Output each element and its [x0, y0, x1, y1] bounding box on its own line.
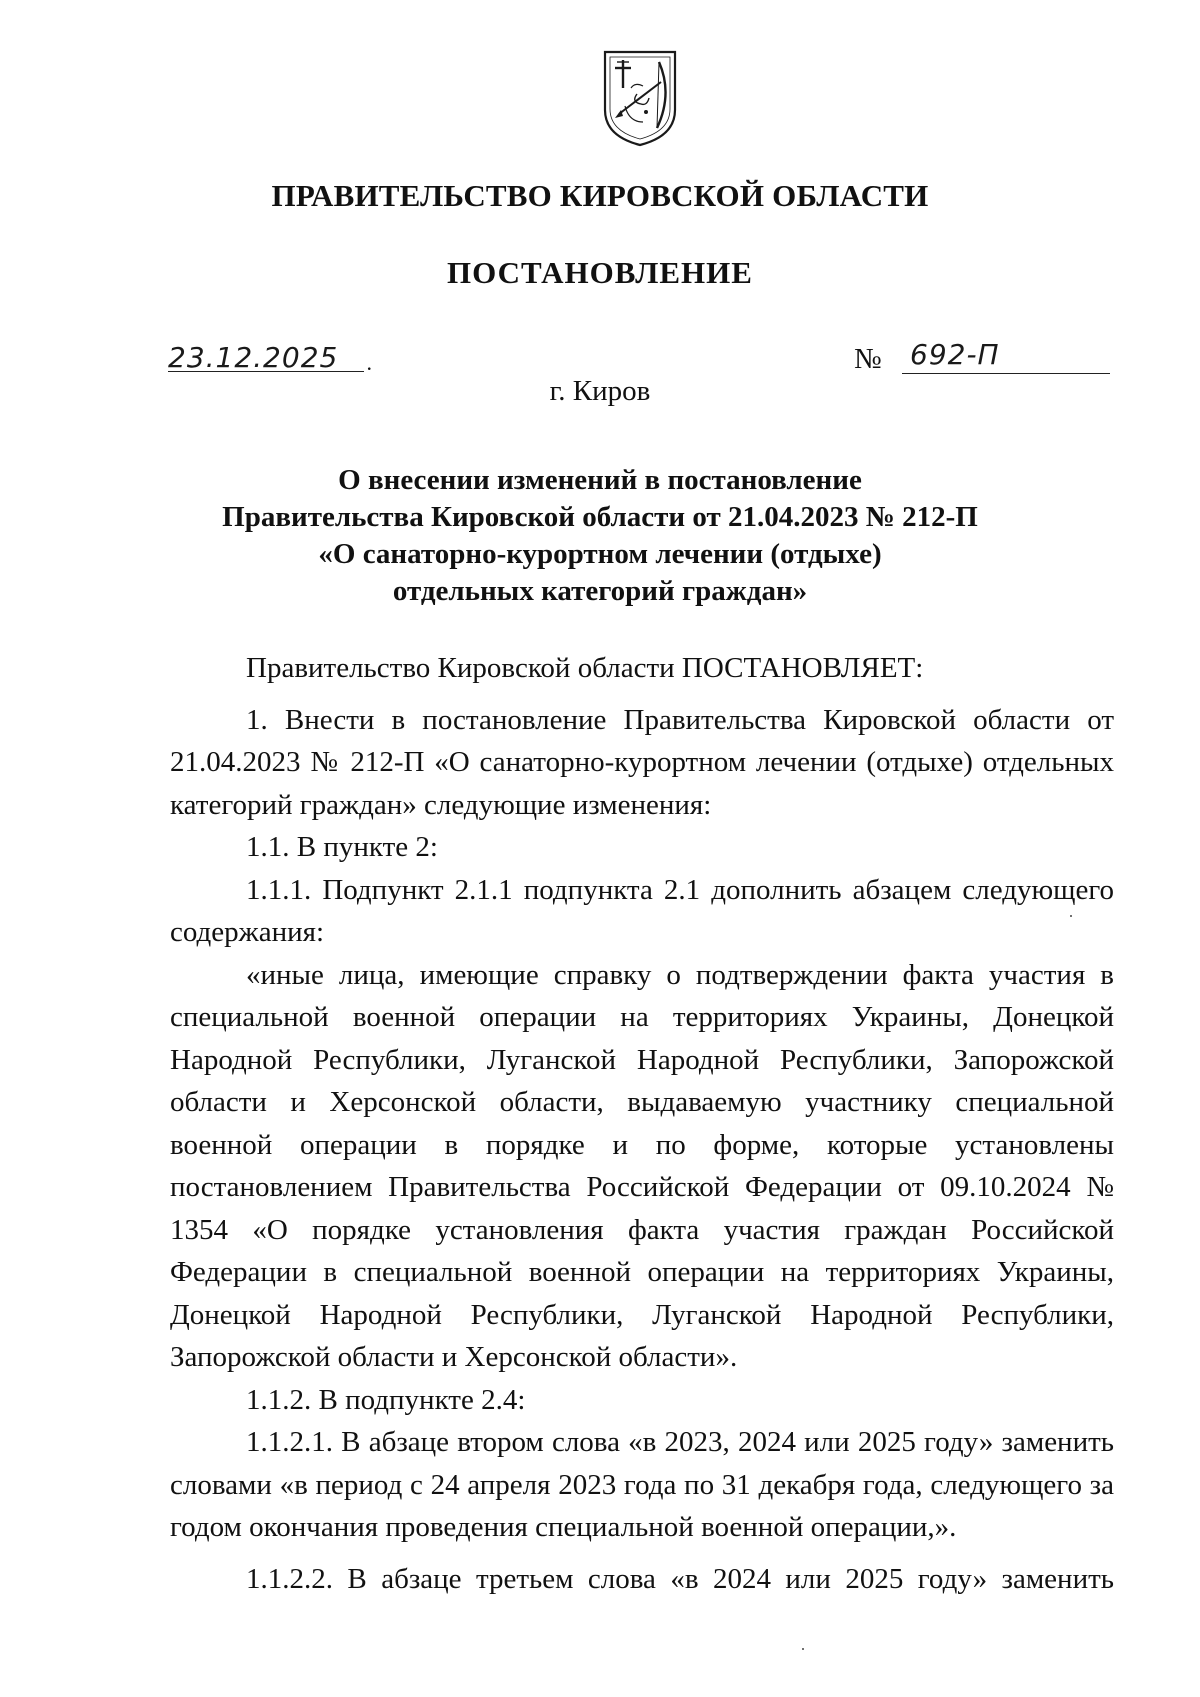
body-paragraph: 1.1. В пункте 2:	[246, 831, 438, 863]
body-paragraph: 1. Внести в постановление Правительства Кировской области от 21.04.2023 № 212-П «О санаторно-курортном лечении (отдыхе) отдельных категорий граждан» следующие изменения:	[170, 703, 1114, 821]
document-type: ПОСТАНОВЛЕНИЕ	[447, 255, 753, 290]
date-value: 23.12.2025	[168, 341, 339, 374]
body-paragraph: 1.1.2. В подпункте 2.4:	[246, 1383, 526, 1416]
document-date	[168, 340, 378, 380]
number-field	[902, 337, 1110, 374]
body-paragraph: 1.1.2.1. В абзаце втором слова «в 2023, 2024 или 2025 году» заменить словами «в период с 24 апреля 2023 года по 31 декабря года, следующего за годом окончания проведения специальной военной операции,».	[170, 1426, 1114, 1543]
document-title	[0, 462, 1200, 610]
coat-of-arms-icon	[601, 48, 679, 148]
number-value: 692-П	[910, 338, 1000, 371]
title-line: отдельных категорий граждан»	[392, 575, 808, 607]
title-line: Правительства Кировской области от 21.04.2023 № 212-П	[222, 501, 978, 533]
body-paragraph: 1.1.2.2. В абзаце третьем слова «в 2024 или 2025 году» заменить	[246, 1562, 1114, 1595]
date-suffix: .	[366, 350, 372, 375]
title-line: «О санаторно-курортном лечении (отдыхе)	[318, 538, 882, 570]
body-paragraph: «иные лица, имеющие справку о подтверждении факта участия в специальной военной операции на территориях Украины, Донецкой Народной Республики, Луганской Народной Республики, Запорожской области и Херсонской области, выдаваемую участнику специальной военной операции в порядке и по форме, которые установлены постановлением Правительства Российской Федерации от 09.10.2024 № 1354 «О порядке установления факта участия граждан Российской Федерации в специальной военной операции на территориях Украины, Донецкой Народной Республики, Луганской Народной Республики, Запорожской области и Херсонской области».	[170, 958, 1114, 1373]
body-paragraph: 1.1.1. Подпункт 2.1.1 подпункта 2.1 дополнить абзацем следующего содержания:	[170, 873, 1114, 948]
body-paragraph: Правительство Кировской области ПОСТАНОВЛЯЕТ:	[246, 652, 924, 684]
number-sign: №	[854, 343, 882, 375]
city: г. Киров	[549, 375, 651, 407]
document-number	[854, 340, 1114, 380]
scan-speck	[802, 1648, 804, 1650]
organization-name: ПРАВИТЕЛЬСТВО КИРОВСКОЙ ОБЛАСТИ	[271, 178, 929, 213]
scan-speck	[1070, 915, 1072, 917]
date-underline	[168, 371, 364, 372]
title-line: О внесении изменений в постановление	[338, 464, 862, 496]
document-body	[170, 647, 1114, 1600]
